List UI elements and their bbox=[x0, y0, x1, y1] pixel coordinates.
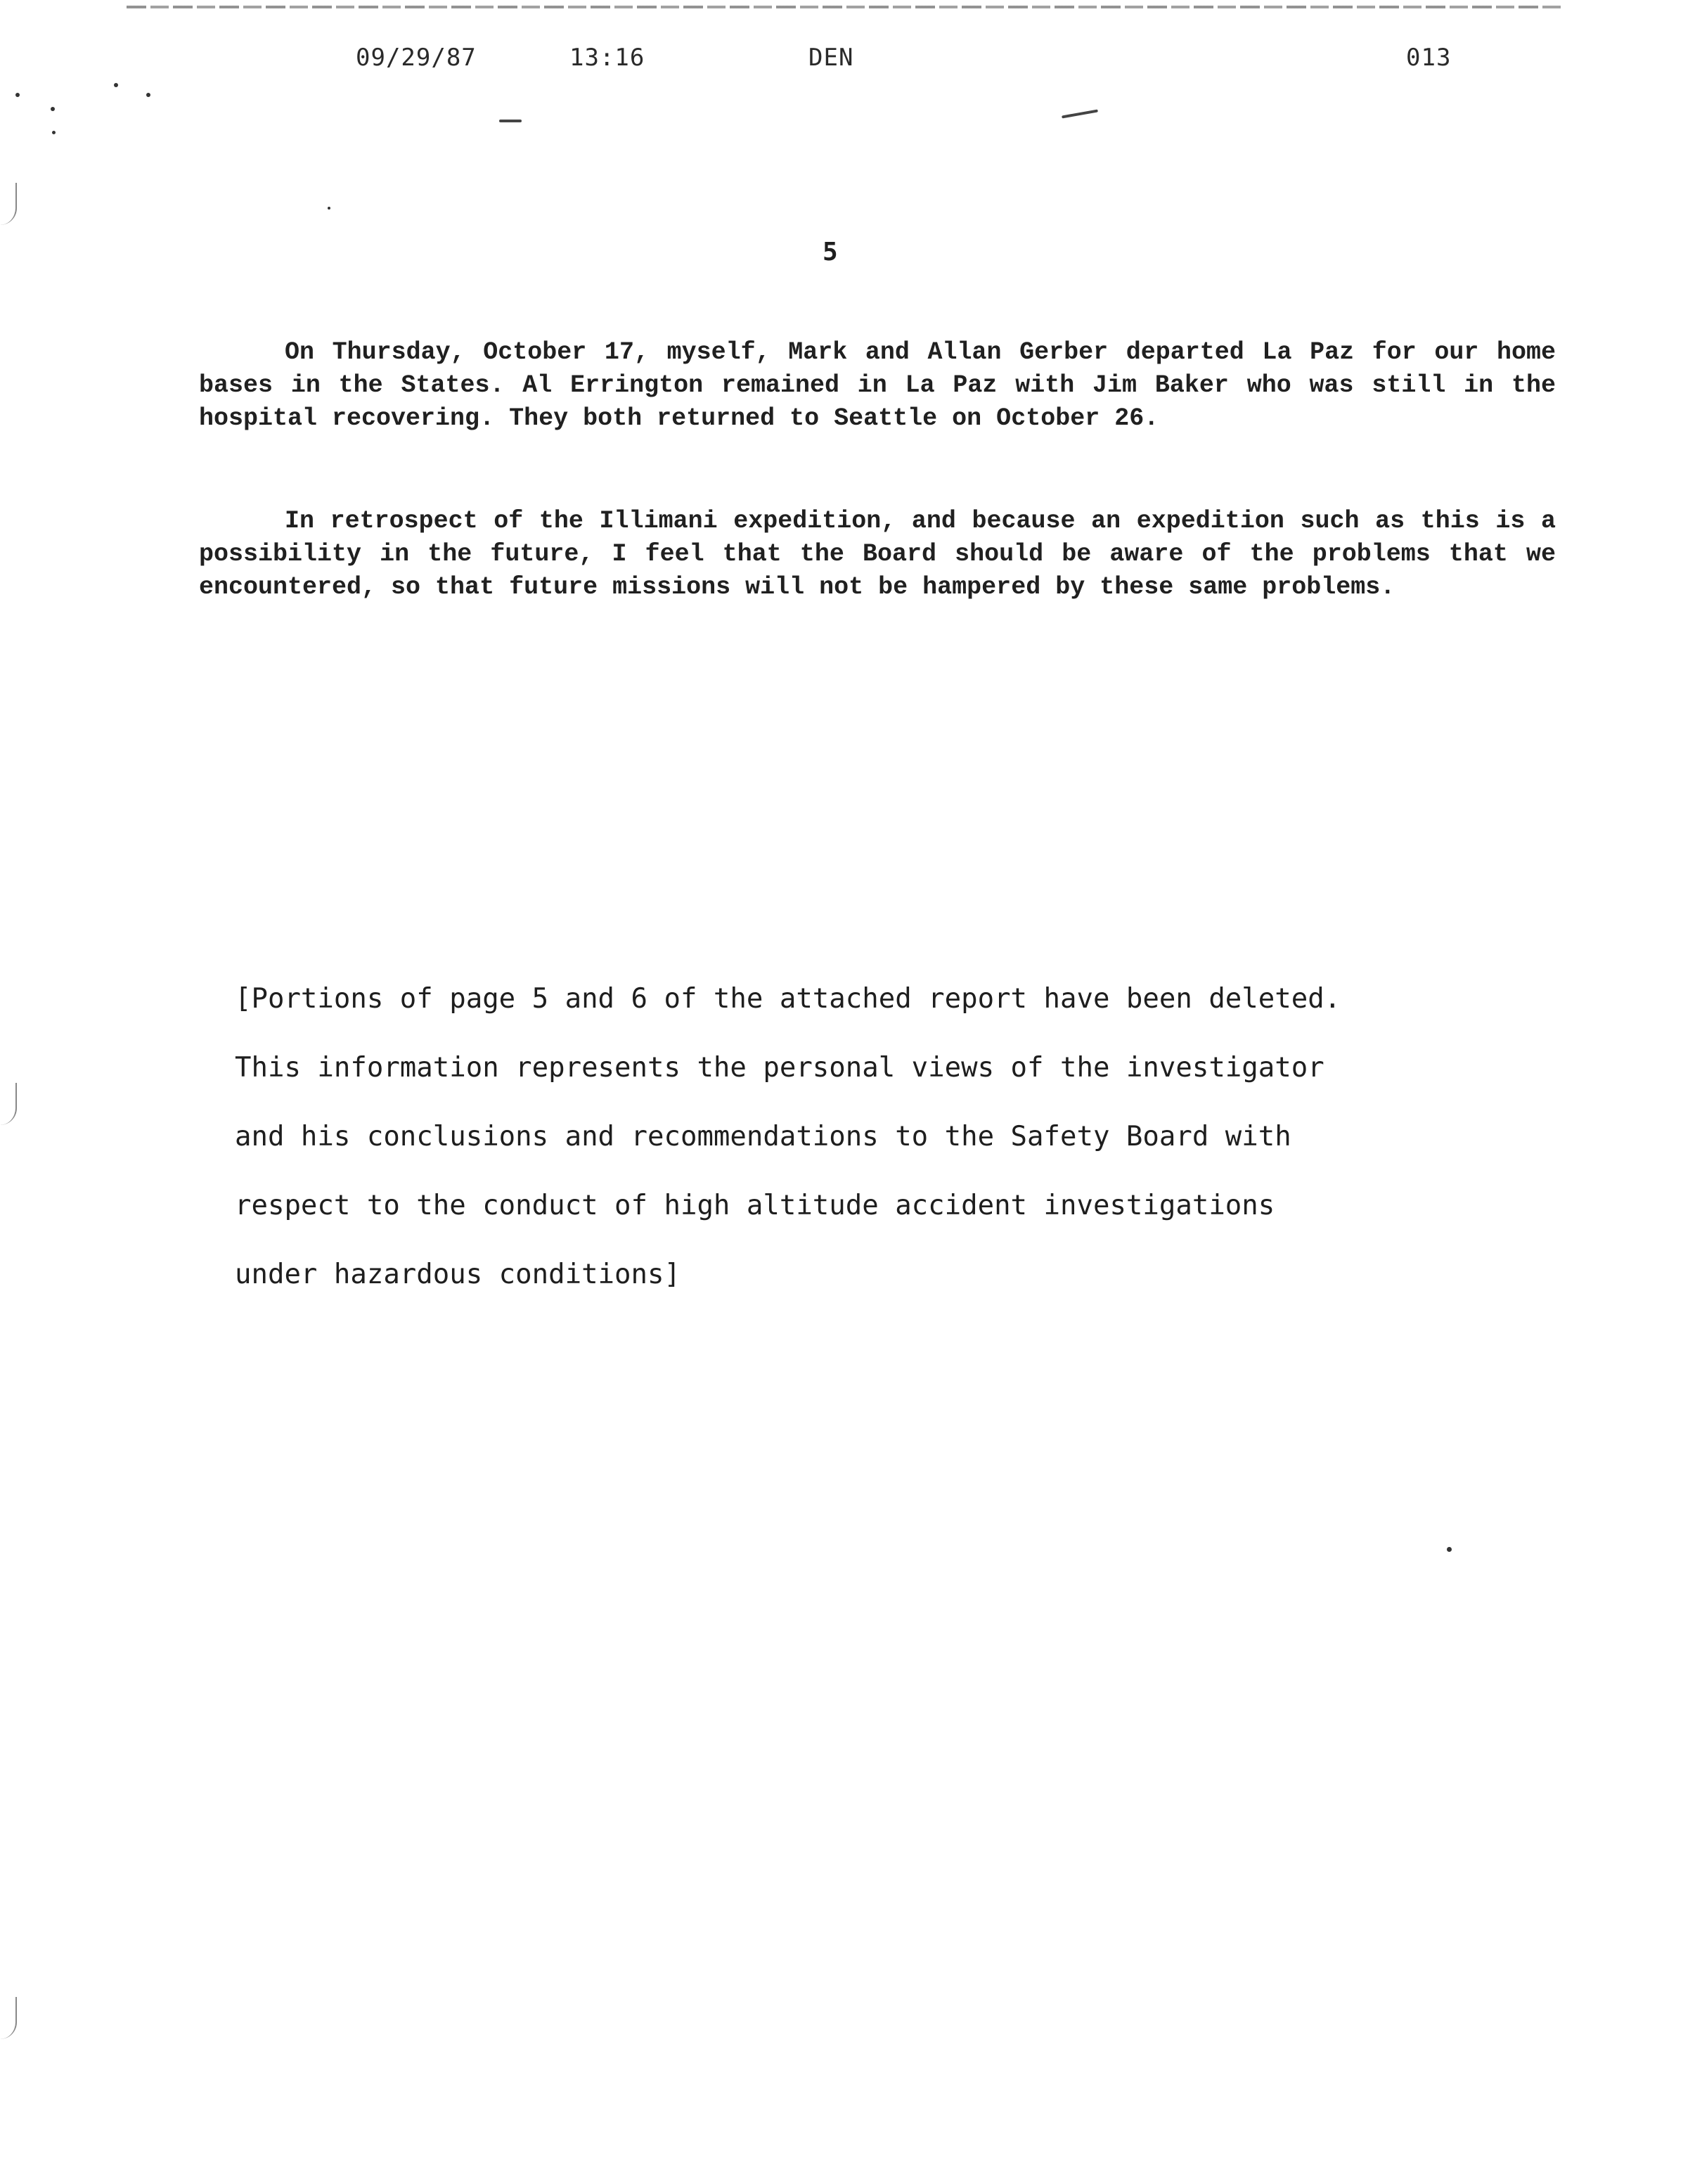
scan-mark bbox=[499, 120, 522, 122]
scan-speck bbox=[114, 83, 118, 87]
scan-speck bbox=[52, 131, 56, 134]
fax-header-time: 13:16 bbox=[569, 44, 645, 72]
scan-edge-mark bbox=[0, 183, 17, 225]
fax-header-page-count: 013 bbox=[1406, 44, 1452, 72]
redaction-note-line: [Portions of page 5 and 6 of the attached report have been deleted. bbox=[235, 983, 1341, 1015]
fax-header-date: 09/29/87 bbox=[356, 44, 477, 72]
body-paragraph: On Thursday, October 17, myself, Mark and Allan Gerber departed La Paz for our home bases in the States. Al Errington remained in La Paz with Jim Baker who was still in the hospital recovering. They both returned to Seattle on October 26. bbox=[199, 338, 1556, 432]
scan-speck bbox=[51, 107, 55, 111]
scan-speck bbox=[15, 93, 20, 97]
scan-mark bbox=[1062, 110, 1098, 119]
redaction-note bbox=[235, 965, 1395, 1309]
redaction-note-line: This information represents the personal views of the investigator bbox=[235, 1052, 1324, 1084]
redaction-note-line: and his conclusions and recommendations to the Safety Board with bbox=[235, 1121, 1291, 1152]
scan-speck bbox=[1447, 1547, 1452, 1552]
fax-header-location: DEN bbox=[808, 44, 854, 72]
scan-edge-mark bbox=[0, 1997, 17, 2039]
scan-artifact-line bbox=[127, 6, 1561, 8]
scan-speck bbox=[328, 207, 330, 210]
scan-edge-mark bbox=[0, 1083, 17, 1125]
body-paragraph: In retrospect of the Illimani expedition, and because an expedition such as this is a possibility in the future, I feel that the Board should be aware of the problems that we encountered, so that future missions will not be hampered by these same problems. bbox=[199, 507, 1556, 601]
redaction-note-line: under hazardous conditions] bbox=[235, 1259, 681, 1290]
redaction-note-line: respect to the conduct of high altitude accident investigations bbox=[235, 1190, 1275, 1221]
page-number: 5 bbox=[823, 238, 838, 266]
scan-speck bbox=[146, 93, 150, 97]
